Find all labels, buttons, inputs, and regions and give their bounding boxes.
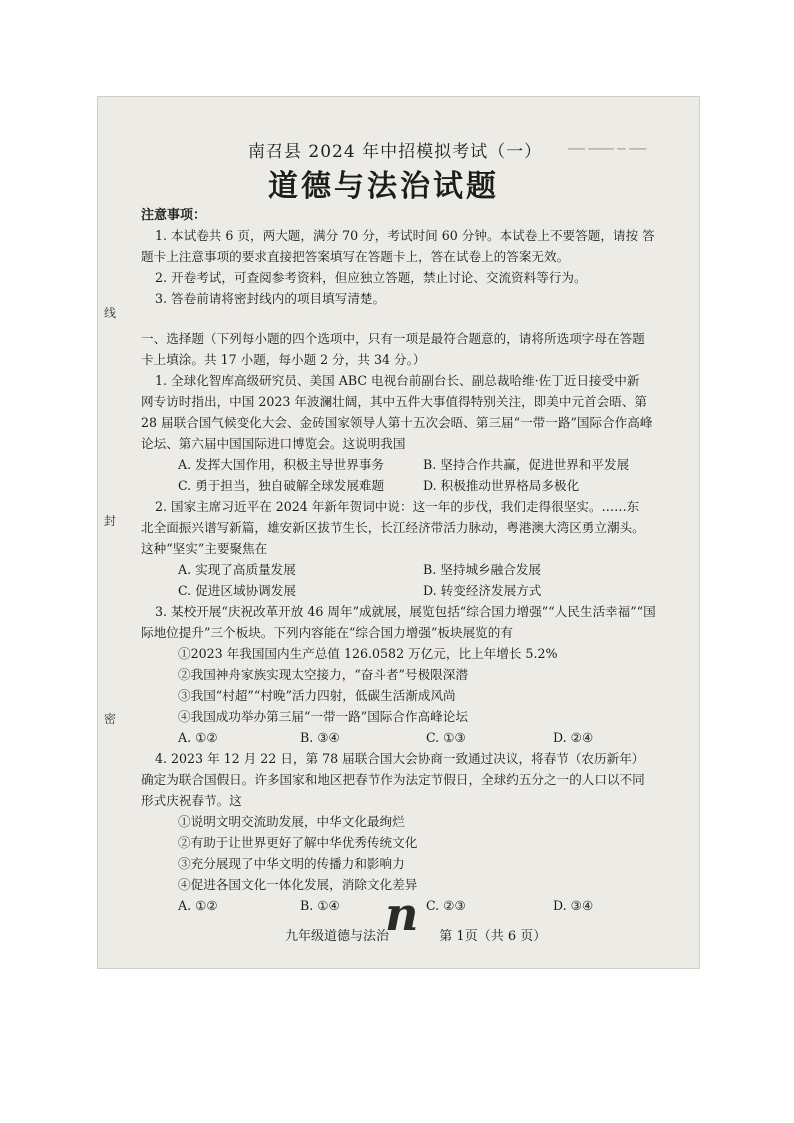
margin-label-secret: 密 [104, 712, 117, 726]
question-3-text: 际地位提升”三个板块。下列内容能在“综合国力增强”板块展览的有 [141, 625, 513, 640]
handwritten-mark: n [385, 887, 419, 941]
question-4-statement: ①说明文明交流助发展，中华文化最绚烂 [178, 814, 405, 829]
section-heading-cont: 卡上填涂。共 17 小题，每小题 2 分，共 34 分。） [141, 352, 426, 367]
question-3-text: 3. 某校开展“庆祝改革开放 46 周年”成就展，展览包括“综合国力增强”“人民生活幸福”“国 [155, 604, 656, 619]
question-2-option-c: C. 促进区域协调发展 [178, 583, 296, 598]
question-1-option-a: A. 发挥大国作用，积极主导世界事务 [178, 457, 385, 472]
notice-item: 1. 本试卷共 6 页，两大题，满分 70 分，考试时间 60 分钟。本试卷上不要答题，请按 答 [155, 228, 655, 243]
question-3-statement: ③我国“村超”“村晚”活力四射，低碳生活渐成风尚 [178, 688, 456, 703]
question-4-text: 4. 2023 年 12 月 22 日，第 78 届联合国大会协商一致通过决议，将春节（农历新年） [155, 751, 645, 766]
question-1-text: 1. 全球化智库高级研究员、美国 ABC 电视台前副台长、副总裁哈维·佐丁近日接受中新 [155, 373, 640, 388]
question-4-option-a: A. ①② [178, 898, 218, 913]
bleed-through: ▁▁ ▁▁▁ ▁ ▁▁ [568, 137, 647, 150]
notice-item: 3. 答卷前请将密封线内的项目填写清楚。 [155, 291, 386, 306]
question-4-option-d: D. ③④ [553, 898, 594, 913]
question-2-text: 2. 国家主席习近平在 2024 年新年贺词中说：这一年的步伐，我们走得很坚实。……东 [155, 499, 640, 514]
question-3-option-a: A. ①② [178, 730, 218, 745]
notice-heading: 注意事项： [141, 208, 207, 223]
question-3-statement: ④我国成功举办第三届“一带一路”国际合作高峰论坛 [178, 709, 468, 724]
question-4-option-c: C. ②③ [426, 898, 466, 913]
question-2-option-d: D. 转变经济发展方式 [423, 583, 542, 598]
question-1-option-d: D. 积极推动世界格局多极化 [423, 478, 580, 493]
question-3-option-c: C. ①③ [426, 730, 466, 745]
margin-label-line: 线 [104, 306, 117, 320]
footer-page-number: 第 1页（共 6 页） [439, 929, 547, 944]
page-footer [285, 925, 550, 944]
notice-item: 2. 开卷考试，可查阅参考资料，但应独立答题，禁止讨论、交流资料等行为。 [155, 270, 587, 285]
question-2-option-a: A. 实现了高质量发展 [178, 562, 296, 577]
exam-page [97, 96, 700, 969]
question-4-statement: ③充分展现了中华文明的传播力和影响力 [178, 856, 405, 871]
question-4-text: 形式庆祝春节。这 [141, 793, 242, 808]
question-3-option-d: D. ②④ [553, 730, 594, 745]
question-1-option-c: C. 勇于担当，独自破解全球发展难题 [178, 478, 385, 493]
notice-item: 题卡上注意事项的要求直接把答案填写在答题卡上，答在试卷上的答案无效。 [141, 249, 570, 264]
question-4-text: 确定为联合国假日。许多国家和地区把春节作为法定节假日，全球约五分之一的人口以不同 [141, 772, 645, 787]
question-1-option-b: B. 坚持合作共赢，促进世界和平发展 [423, 457, 630, 472]
question-2-text: 这种“坚实”主要聚焦在 [141, 541, 268, 556]
section-heading: 一、选择题（下列每小题的四个选项中，只有一项是最符合题意的，请将所选项字母在答题 [141, 331, 645, 346]
question-3-statement: ①2023 年我国国内生产总值 126.0582 万亿元，比上年增长 5.2% [178, 646, 558, 661]
subject-title: 道德与法治试题 [268, 169, 499, 204]
question-2-option-b: B. 坚持城乡融合发展 [423, 562, 542, 577]
question-3-option-b: B. ③④ [300, 730, 340, 745]
exam-title: 南召县 2024 年中招模拟考试（一） [248, 142, 543, 162]
question-1-text: 网专访时指出，中国 2023 年波澜壮阔，其中五件大事值得特别关注，即美中元首会晤、第 [141, 394, 648, 409]
question-4-statement: ④促进各国文化一体化发展，消除文化差异 [178, 877, 418, 892]
margin-label-seal: 封 [104, 514, 117, 528]
question-4-option-b: B. ①④ [300, 898, 340, 913]
question-4-statement: ②有助于让世界更好了解中华优秀传统文化 [178, 835, 418, 850]
question-1-text: 28 届联合国气候变化大会、金砖国家领导人第十五次会晤、第三届“一带一路”国际合作高峰 [141, 415, 653, 430]
question-3-statement: ②我国神舟家族实现太空接力，“奋斗者”号极限深潜 [178, 667, 468, 682]
question-1-text: 论坛、第六届中国国际进口博览会。这说明我国 [141, 436, 406, 451]
footer-subject: 九年级道德与法治 [285, 929, 390, 944]
question-2-text: 北全面振兴谱写新篇，雄安新区拔节生长，长江经济带活力脉动，粤港澳大湾区勇立潮头。 [141, 520, 645, 535]
